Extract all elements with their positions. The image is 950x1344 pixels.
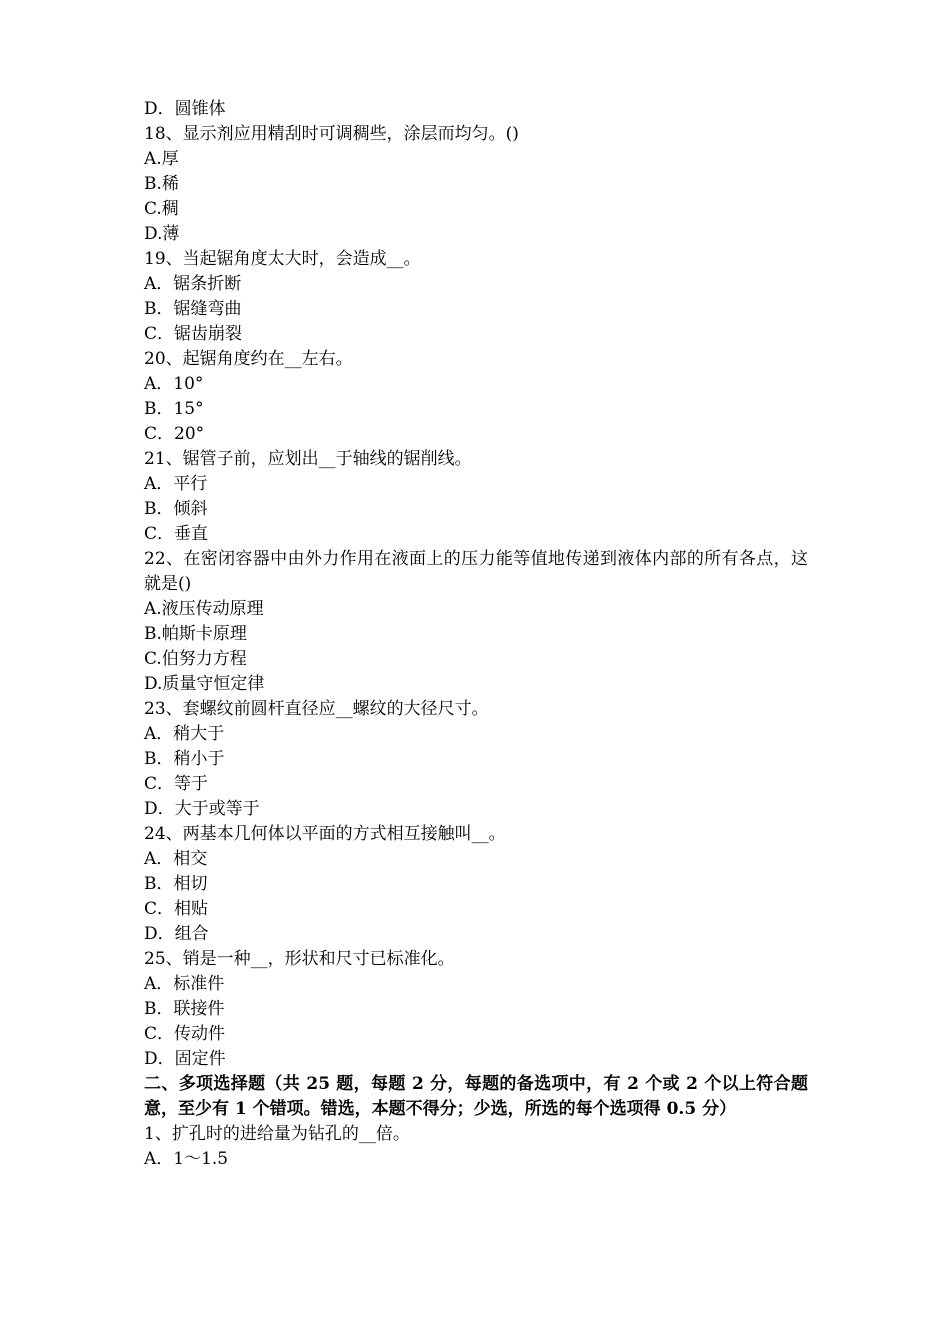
- answer-option: D．圆锥体: [144, 99, 226, 119]
- answer-option: C.稠: [144, 199, 179, 219]
- question-text: 24、两基本几何体以平面的方式相互接触叫__。: [144, 824, 506, 844]
- section-heading: 二、多项选择题（共 25 题，每题 2 分，每题的备选项中，有 2 个或 2 个以上符合题意，至少有 1 个错项。错选，本题不得分；少选，所选的每个选项得 0.5 分）: [144, 1074, 808, 1119]
- answer-option: B．相切: [144, 874, 208, 894]
- question-text: 18、显示剂应用精刮时可调稠些，涂层而均匀。(): [144, 124, 519, 144]
- answer-option: B．锯缝弯曲: [144, 299, 242, 319]
- answer-option: B．倾斜: [144, 499, 208, 519]
- answer-option: C．等于: [144, 774, 209, 794]
- answer-option: D．组合: [144, 924, 209, 944]
- answer-option: A．10°: [144, 374, 204, 394]
- question-text: 25、销是一种__，形状和尺寸已标准化。: [144, 949, 455, 969]
- answer-option: D．固定件: [144, 1049, 226, 1069]
- answer-option: B.帕斯卡原理: [144, 624, 247, 644]
- answer-option: D.薄: [144, 224, 180, 244]
- answer-option: A．稍大于: [144, 724, 225, 744]
- question-text: 20、起锯角度约在__左右。: [144, 349, 353, 369]
- answer-option: C．锯齿崩裂: [144, 324, 243, 344]
- answer-option: C.伯努力方程: [144, 649, 247, 669]
- answer-option: A．相交: [144, 849, 208, 869]
- answer-option: A．标准件: [144, 974, 225, 994]
- document-page: [144, 97, 808, 1172]
- answer-option: C．相贴: [144, 899, 209, 919]
- answer-option: B.稀: [144, 174, 179, 194]
- answer-option: D.质量守恒定律: [144, 674, 265, 694]
- answer-option: A.厚: [144, 149, 179, 169]
- answer-option: A.液压传动原理: [144, 599, 264, 619]
- answer-option: B．联接件: [144, 999, 225, 1019]
- answer-option: A．锯条折断: [144, 274, 242, 294]
- answer-option: B．15°: [144, 399, 204, 419]
- question-text: 23、套螺纹前圆杆直径应__螺纹的大径尺寸。: [144, 699, 489, 719]
- answer-option: C．传动件: [144, 1024, 226, 1044]
- answer-option: C．垂直: [144, 524, 209, 544]
- answer-option: D．大于或等于: [144, 799, 260, 819]
- answer-option: C．20°: [144, 424, 205, 444]
- answer-option: A．平行: [144, 474, 208, 494]
- answer-option: B．稍小于: [144, 749, 225, 769]
- question-text: 1、扩孔时的进给量为钻孔的__倍。: [144, 1124, 410, 1144]
- question-text: 21、锯管子前，应划出__于轴线的锯削线。: [144, 449, 472, 469]
- question-text: 22、在密闭容器中由外力作用在液面上的压力能等值地传递到液体内部的所有各点，这就是(): [144, 549, 808, 594]
- question-text: 19、当起锯角度太大时，会造成__。: [144, 249, 421, 269]
- answer-option: A．1～1.5: [144, 1149, 229, 1169]
